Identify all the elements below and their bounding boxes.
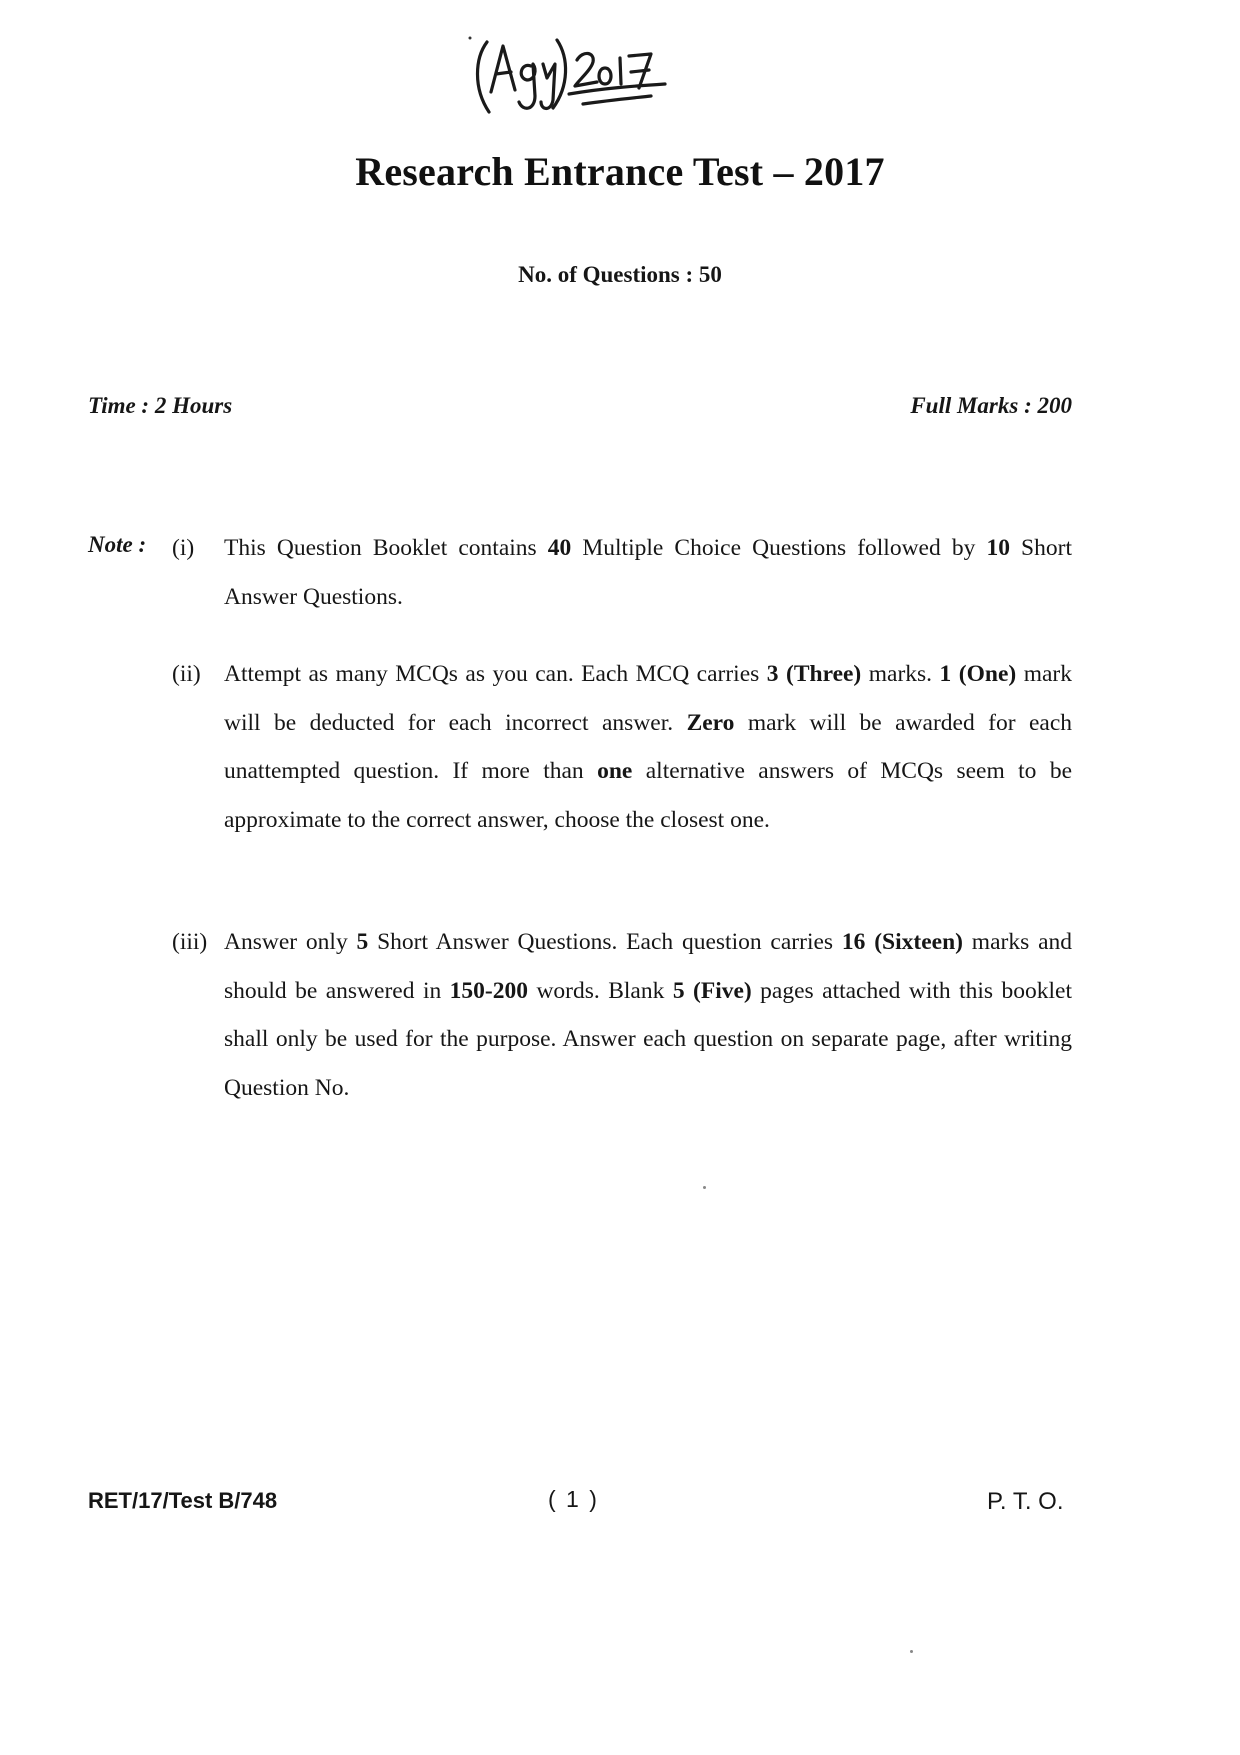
scan-speck	[910, 1650, 913, 1653]
note-segment: Multiple Choice Questions followed by	[571, 535, 987, 561]
note-number: (ii)	[172, 661, 201, 687]
note-emphasis: 3 (Three)	[766, 661, 862, 687]
note-emphasis: 40	[547, 535, 572, 561]
note-segment: Attempt as many MCQs as you can. Each MCQ carries	[224, 661, 767, 687]
note-label: Note :	[88, 532, 147, 557]
booklet-code: RET/17/Test B/748	[88, 1488, 278, 1513]
note-segment: This Question Booklet contains	[224, 535, 548, 561]
exam-title: Research Entrance Test – 2017	[355, 149, 885, 194]
note-segment: alternative answers of MCQs seem to be approximate to the correct answer, choose the closest one.	[224, 758, 1073, 833]
note-segment: mark will be deducted for each incorrect answer.	[224, 661, 1072, 736]
exam-duration: Time : 2 Hours	[88, 393, 233, 418]
full-marks: Full Marks : 200	[910, 393, 1072, 418]
note-emphasis: 10	[986, 535, 1010, 561]
handwritten-annotation-drawing	[465, 30, 695, 130]
note-emphasis: 1 (One)	[939, 661, 1017, 687]
please-turn-over: P. T. O.	[987, 1488, 1064, 1515]
note-emphasis: 5	[356, 929, 369, 955]
note-emphasis: 16 (Sixteen)	[841, 929, 963, 955]
note-segment: Short Answer Questions. Each question carries	[368, 929, 842, 955]
note-item	[172, 918, 1072, 1112]
scan-speck	[703, 1186, 706, 1189]
note-segment: marks.	[861, 661, 940, 687]
note-item	[172, 524, 1072, 621]
note-emphasis: one	[597, 758, 633, 784]
number-of-questions: No. of Questions : 50	[518, 262, 722, 287]
note-segment: marks and should be answered in	[224, 929, 1072, 1004]
note-text	[224, 650, 1072, 844]
note-emphasis: 150-200	[449, 977, 528, 1004]
note-emphasis: Zero	[686, 709, 735, 736]
note-segment: Short Answer Questions.	[224, 535, 1072, 610]
note-segment: words. Blank	[528, 977, 673, 1004]
note-text	[224, 524, 1072, 621]
note-segment: pages attached with this booklet shall only be used for the purpose. Answer each question on separate page, after writing Question No.	[224, 977, 1072, 1101]
note-emphasis: 5 (Five)	[672, 977, 752, 1004]
note-number: (i)	[172, 535, 195, 561]
note-segment: Answer only	[224, 929, 357, 955]
handwritten-annotation	[465, 30, 695, 130]
note-text	[224, 918, 1072, 1112]
note-item	[172, 650, 1072, 844]
page-number: ( 1 )	[548, 1486, 599, 1512]
note-number: (iii)	[172, 929, 208, 955]
note-segment: mark will be awarded for each unattempted question. If more than	[224, 709, 1072, 784]
